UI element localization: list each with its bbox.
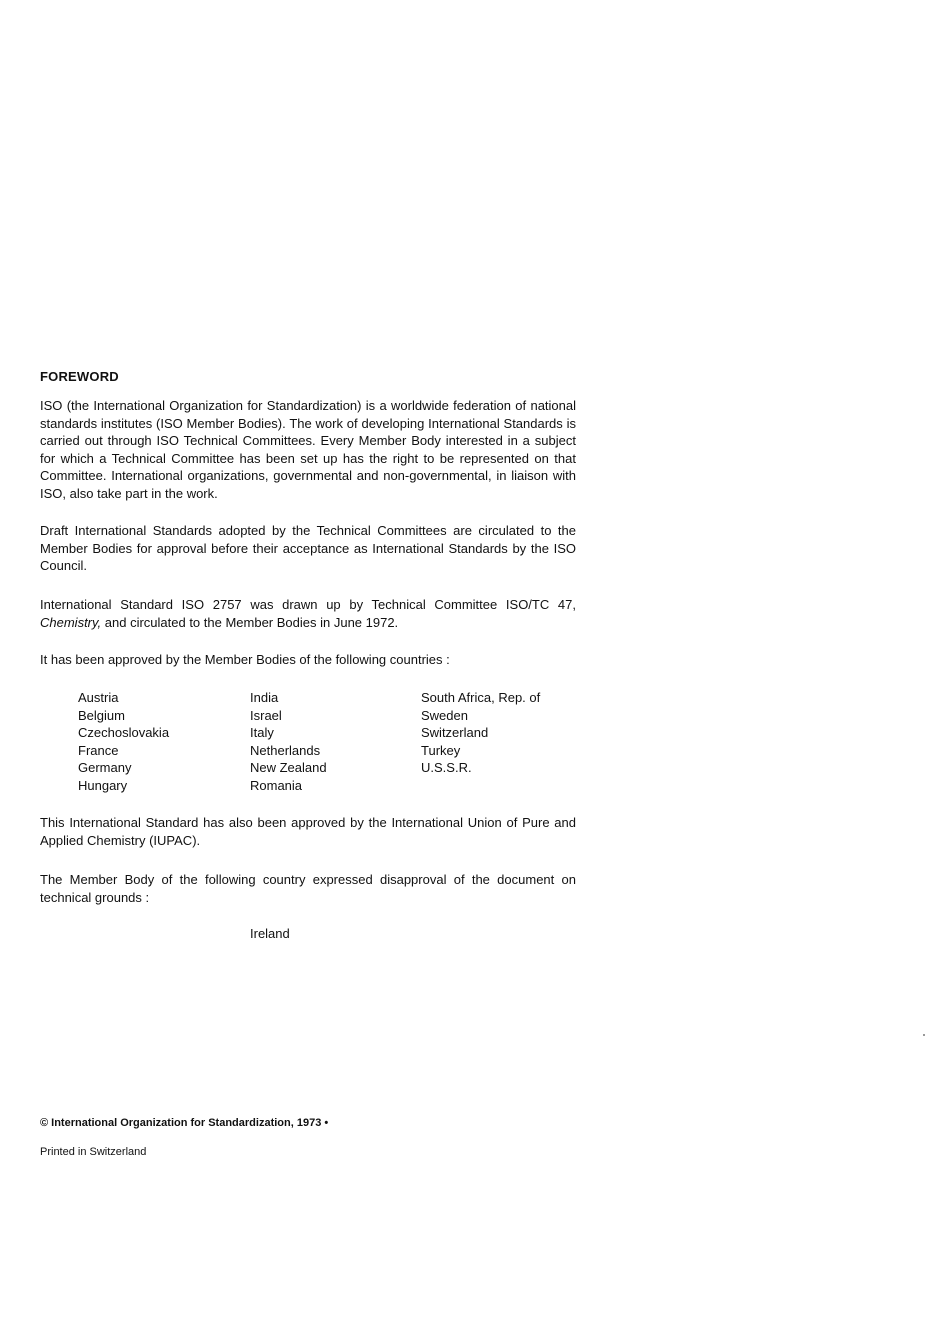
standard-origin-text-end: and circulated to the Member Bodies in June 1972. bbox=[101, 614, 399, 630]
iso-description-paragraph: ISO (the International Organization for Standardization) is a worldwide federation of national standards institutes (ISO Member Bodies). The work of developing International Standards is carried out through ISO Technical Committees. Every Member Body interested in a subject for which a Technical Committee has been set up has the right to be represented on that Committee. International organizations, governmental and non-governmental, in liaison with ISO, also take part in the work. bbox=[40, 398, 576, 501]
country-item: Italy bbox=[250, 725, 274, 741]
countries-column-2 bbox=[250, 689, 327, 795]
copyright-notice: © International Organization for Standardization, 1973 • bbox=[40, 1117, 329, 1129]
disapproval-paragraph: The Member Body of the following country expressed disapproval of the document on technical grounds : bbox=[40, 872, 576, 905]
country-item: France bbox=[78, 742, 119, 758]
country-item: Netherlands bbox=[250, 742, 321, 758]
country-item: Switzerland bbox=[421, 725, 489, 741]
country-item: Austria bbox=[78, 690, 119, 705]
standard-origin-text: International Standard ISO 2757 was drawn up by Technical Committee ISO/TC 47, bbox=[40, 597, 576, 612]
foreword-heading: FOREWORD bbox=[40, 369, 119, 384]
committee-name: Chemistry, bbox=[40, 614, 102, 630]
iupac-approval-paragraph: This International Standard has also been approved by the International Union of Pure and Applied Chemistry (IUPAC). bbox=[40, 815, 576, 848]
draft-standards-paragraph: Draft International Standards adopted by the Technical Committees are circulated to the Member Bodies for approval before their acceptance as International Standards by the ISO Council. bbox=[40, 523, 576, 573]
countries-column-3 bbox=[421, 689, 540, 777]
country-item: U.S.S.R. bbox=[421, 760, 472, 776]
country-item: Germany bbox=[78, 760, 132, 776]
standard-origin-paragraph bbox=[40, 596, 576, 631]
country-item: Sweden bbox=[421, 707, 468, 723]
country-item: Belgium bbox=[78, 707, 125, 723]
country-item: Turkey bbox=[421, 742, 461, 758]
disapproving-country: Ireland bbox=[250, 926, 290, 941]
country-item: Romania bbox=[250, 777, 303, 793]
approval-intro-paragraph: It has been approved by the Member Bodies of the following countries : bbox=[40, 652, 450, 667]
printed-location: Printed in Switzerland bbox=[40, 1146, 147, 1158]
country-item: Czechoslovakia bbox=[78, 725, 170, 741]
scan-artifact bbox=[923, 1034, 925, 1036]
country-item: Israel bbox=[250, 707, 282, 723]
country-item: South Africa, Rep. of bbox=[421, 690, 541, 705]
country-item: Hungary bbox=[78, 777, 128, 793]
countries-column-1 bbox=[78, 689, 169, 795]
country-item: India bbox=[250, 690, 279, 705]
country-item: New Zealand bbox=[250, 760, 327, 776]
